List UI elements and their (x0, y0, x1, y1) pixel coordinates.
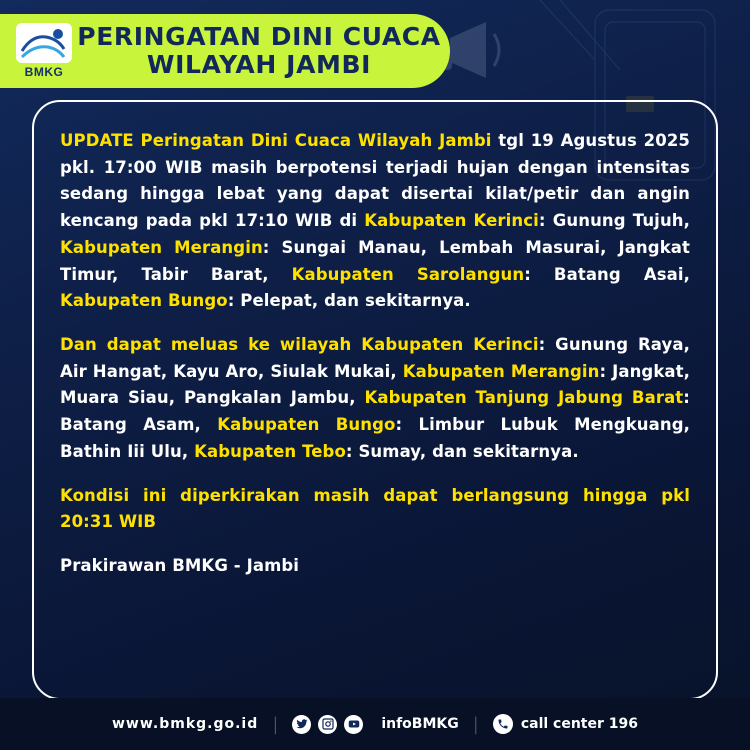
text-run-4: : Jangkat, Muara Siau, Pangkalan Jambu, (60, 361, 691, 408)
text-run-1: Kabupaten Kerinci (361, 335, 539, 355)
text-run-0: Kondisi ini diperkirakan masih dapat berlangsung hingga pkl 20:31 WIB (60, 485, 690, 532)
text-run-6: Kabupaten Sarolangun (291, 264, 525, 284)
text-run-4: Kabupaten Merangin (60, 237, 263, 257)
bmkg-logo (12, 20, 76, 82)
text-run-0: Dan dapat meluas ke wilayah (60, 335, 362, 355)
social-icons (292, 715, 363, 734)
paragraph-2 (60, 332, 690, 466)
text-run-5: : Sungai Manau, Lembah Masurai, Jangkat Timur, Tabir Barat, (60, 237, 690, 284)
twitter-icon[interactable] (292, 715, 311, 734)
bmkg-logo-icon (16, 23, 72, 63)
text-run-8: Kabupaten Bungo (60, 291, 228, 311)
footer-website[interactable]: www.bmkg.go.id (111, 716, 259, 732)
footer-divider-1: | (272, 713, 279, 735)
text-run-3: : Gunung Tujuh, (538, 211, 691, 231)
text-run-2: Kabupaten Kerinci (364, 211, 539, 231)
page-title-line1: PERINGATAN DINI CUACA (77, 22, 441, 51)
footer-divider-2: | (472, 713, 479, 735)
text-run-2: : Gunung Raya, Air Hangat, Kayu Aro, Siulak Mukai, (60, 335, 690, 381)
text-run-1: tgl 19 Agustus 2025 pkl. 17:00 WIB masih berpotensi terjadi hujan dengan intensitas sedang hingga lebat yang dapat disertai kilat/petir dan angin kencang pada pkl 17:10 WIB di (60, 131, 690, 231)
paragraph-1 (60, 128, 690, 315)
phone-icon (493, 714, 513, 734)
text-run-9: : Pelepat, dan sekitarnya. (227, 291, 471, 311)
text-run-0: UPDATE Peringatan Dini Cuaca Wilayah Jambi (60, 131, 492, 150)
text-run-3: Kabupaten Merangin (402, 361, 600, 381)
instagram-icon[interactable] (318, 715, 337, 734)
text-run-9: Kabupaten Tebo (194, 441, 346, 461)
call-center[interactable] (493, 714, 638, 734)
text-run-10: : Sumay, dan sekitarnya. (345, 441, 579, 461)
content-card (32, 100, 718, 700)
warning-text (60, 128, 690, 580)
page-title (76, 23, 450, 79)
text-run-0: Prakirawan BMKG - Jambi (60, 556, 300, 576)
text-run-7: Kabupaten Bungo (217, 415, 396, 435)
call-center-label: call center 196 (520, 716, 638, 732)
paragraph-4 (60, 553, 690, 580)
footer-social-handle[interactable]: infoBMKG (381, 716, 459, 732)
paragraph-3 (60, 483, 690, 536)
header-banner (0, 14, 450, 88)
youtube-icon[interactable] (344, 715, 363, 734)
footer-bar (0, 698, 750, 750)
text-run-6: : Batang Asam, (60, 388, 690, 435)
text-run-5: Kabupaten Tanjung Jabung Barat (364, 388, 684, 408)
text-run-7: : Batang Asai, (524, 264, 690, 284)
bmkg-logo-text: BMKG (24, 65, 64, 79)
page-title-line2: WILAYAH JAMBI (146, 50, 372, 79)
text-run-8: : Limbur Lubuk Mengkuang, Bathin Iii Ulu, (60, 415, 691, 461)
